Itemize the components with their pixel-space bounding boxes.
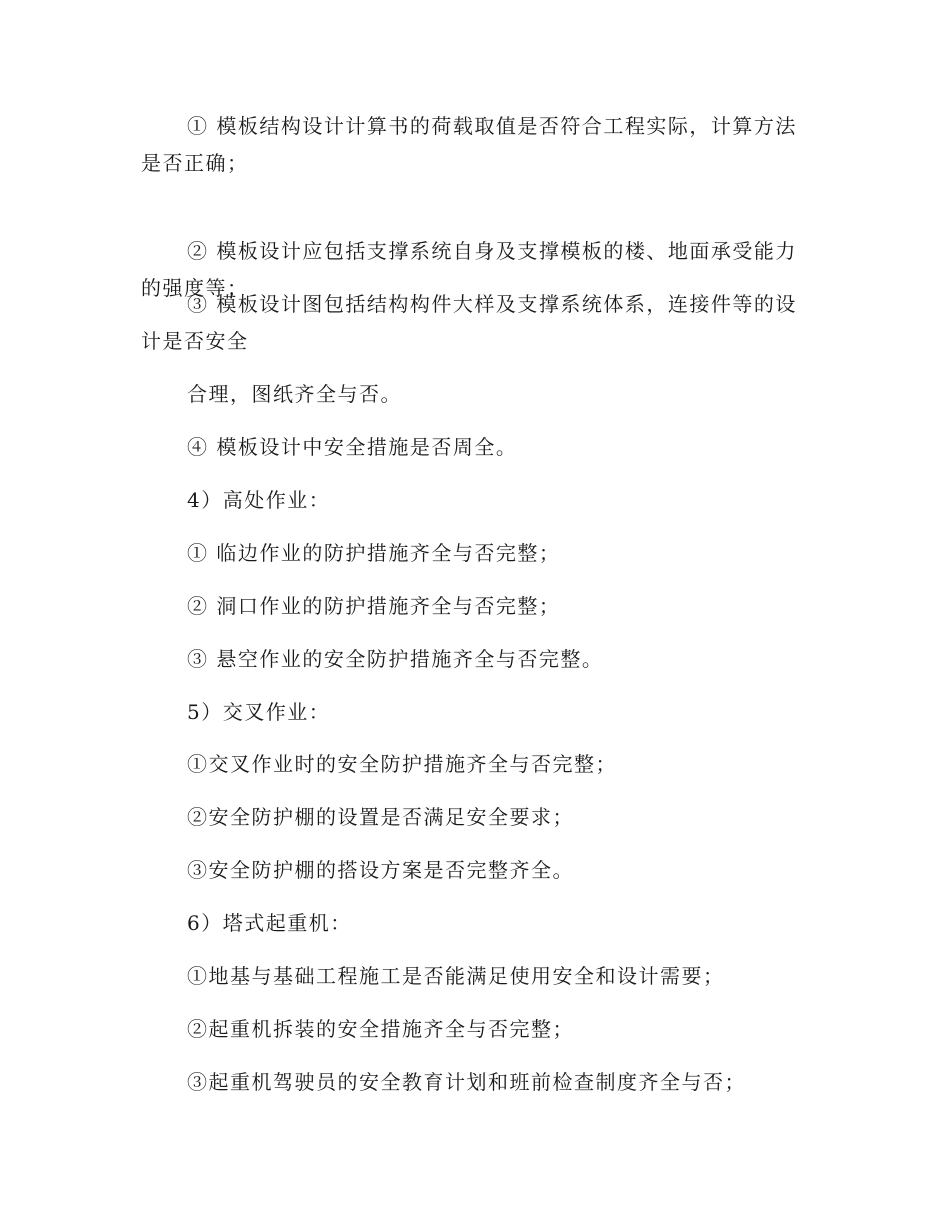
section-heading-tower-crane: 6）塔式起重机：: [187, 911, 352, 935]
paragraph-5: ④ 模板设计中安全措施是否周全。: [187, 435, 518, 459]
paragraph-16: ②起重机拆装的安全措施齐全与否完整；: [187, 1017, 574, 1041]
paragraph-17: ③起重机驾驶员的安全教育计划和班前检查制度齐全与否；: [187, 1070, 746, 1094]
paragraph-11: ①交叉作业时的安全防护措施齐全与否完整；: [187, 752, 617, 776]
paragraph-4: 合理，图纸齐全与否。: [187, 382, 402, 406]
paragraph-1: ① 模板结构设计计算书的荷载取值是否符合工程实际，计算方法是否正确；: [141, 114, 797, 175]
paragraph-9: ③ 悬空作业的安全防护措施齐全与否完整。: [187, 647, 604, 671]
paragraph-8: ② 洞口作业的防护措施齐全与否完整；: [187, 594, 561, 618]
paragraph-12: ②安全防护棚的设置是否满足安全要求；: [187, 805, 574, 829]
section-heading-cross-operation: 5）交叉作业：: [187, 700, 331, 724]
paragraph-15: ①地基与基础工程施工是否能满足使用安全和设计需要；: [187, 964, 725, 988]
paragraph-3: ③ 模板设计图包括结构构件大样及支撑系统体系，连接件等的设计是否安全: [141, 292, 797, 353]
paragraph-13: ③安全防护棚的搭设方案是否完整齐全。: [187, 858, 574, 882]
section-heading-high-altitude: 4）高处作业：: [187, 488, 331, 512]
paragraph-2: ② 模板设计应包括支撑系统自身及支撑模板的楼、地面承受能力的强度等；: [141, 239, 797, 300]
paragraph-7: ① 临边作业的防护措施齐全与否完整；: [187, 541, 561, 565]
